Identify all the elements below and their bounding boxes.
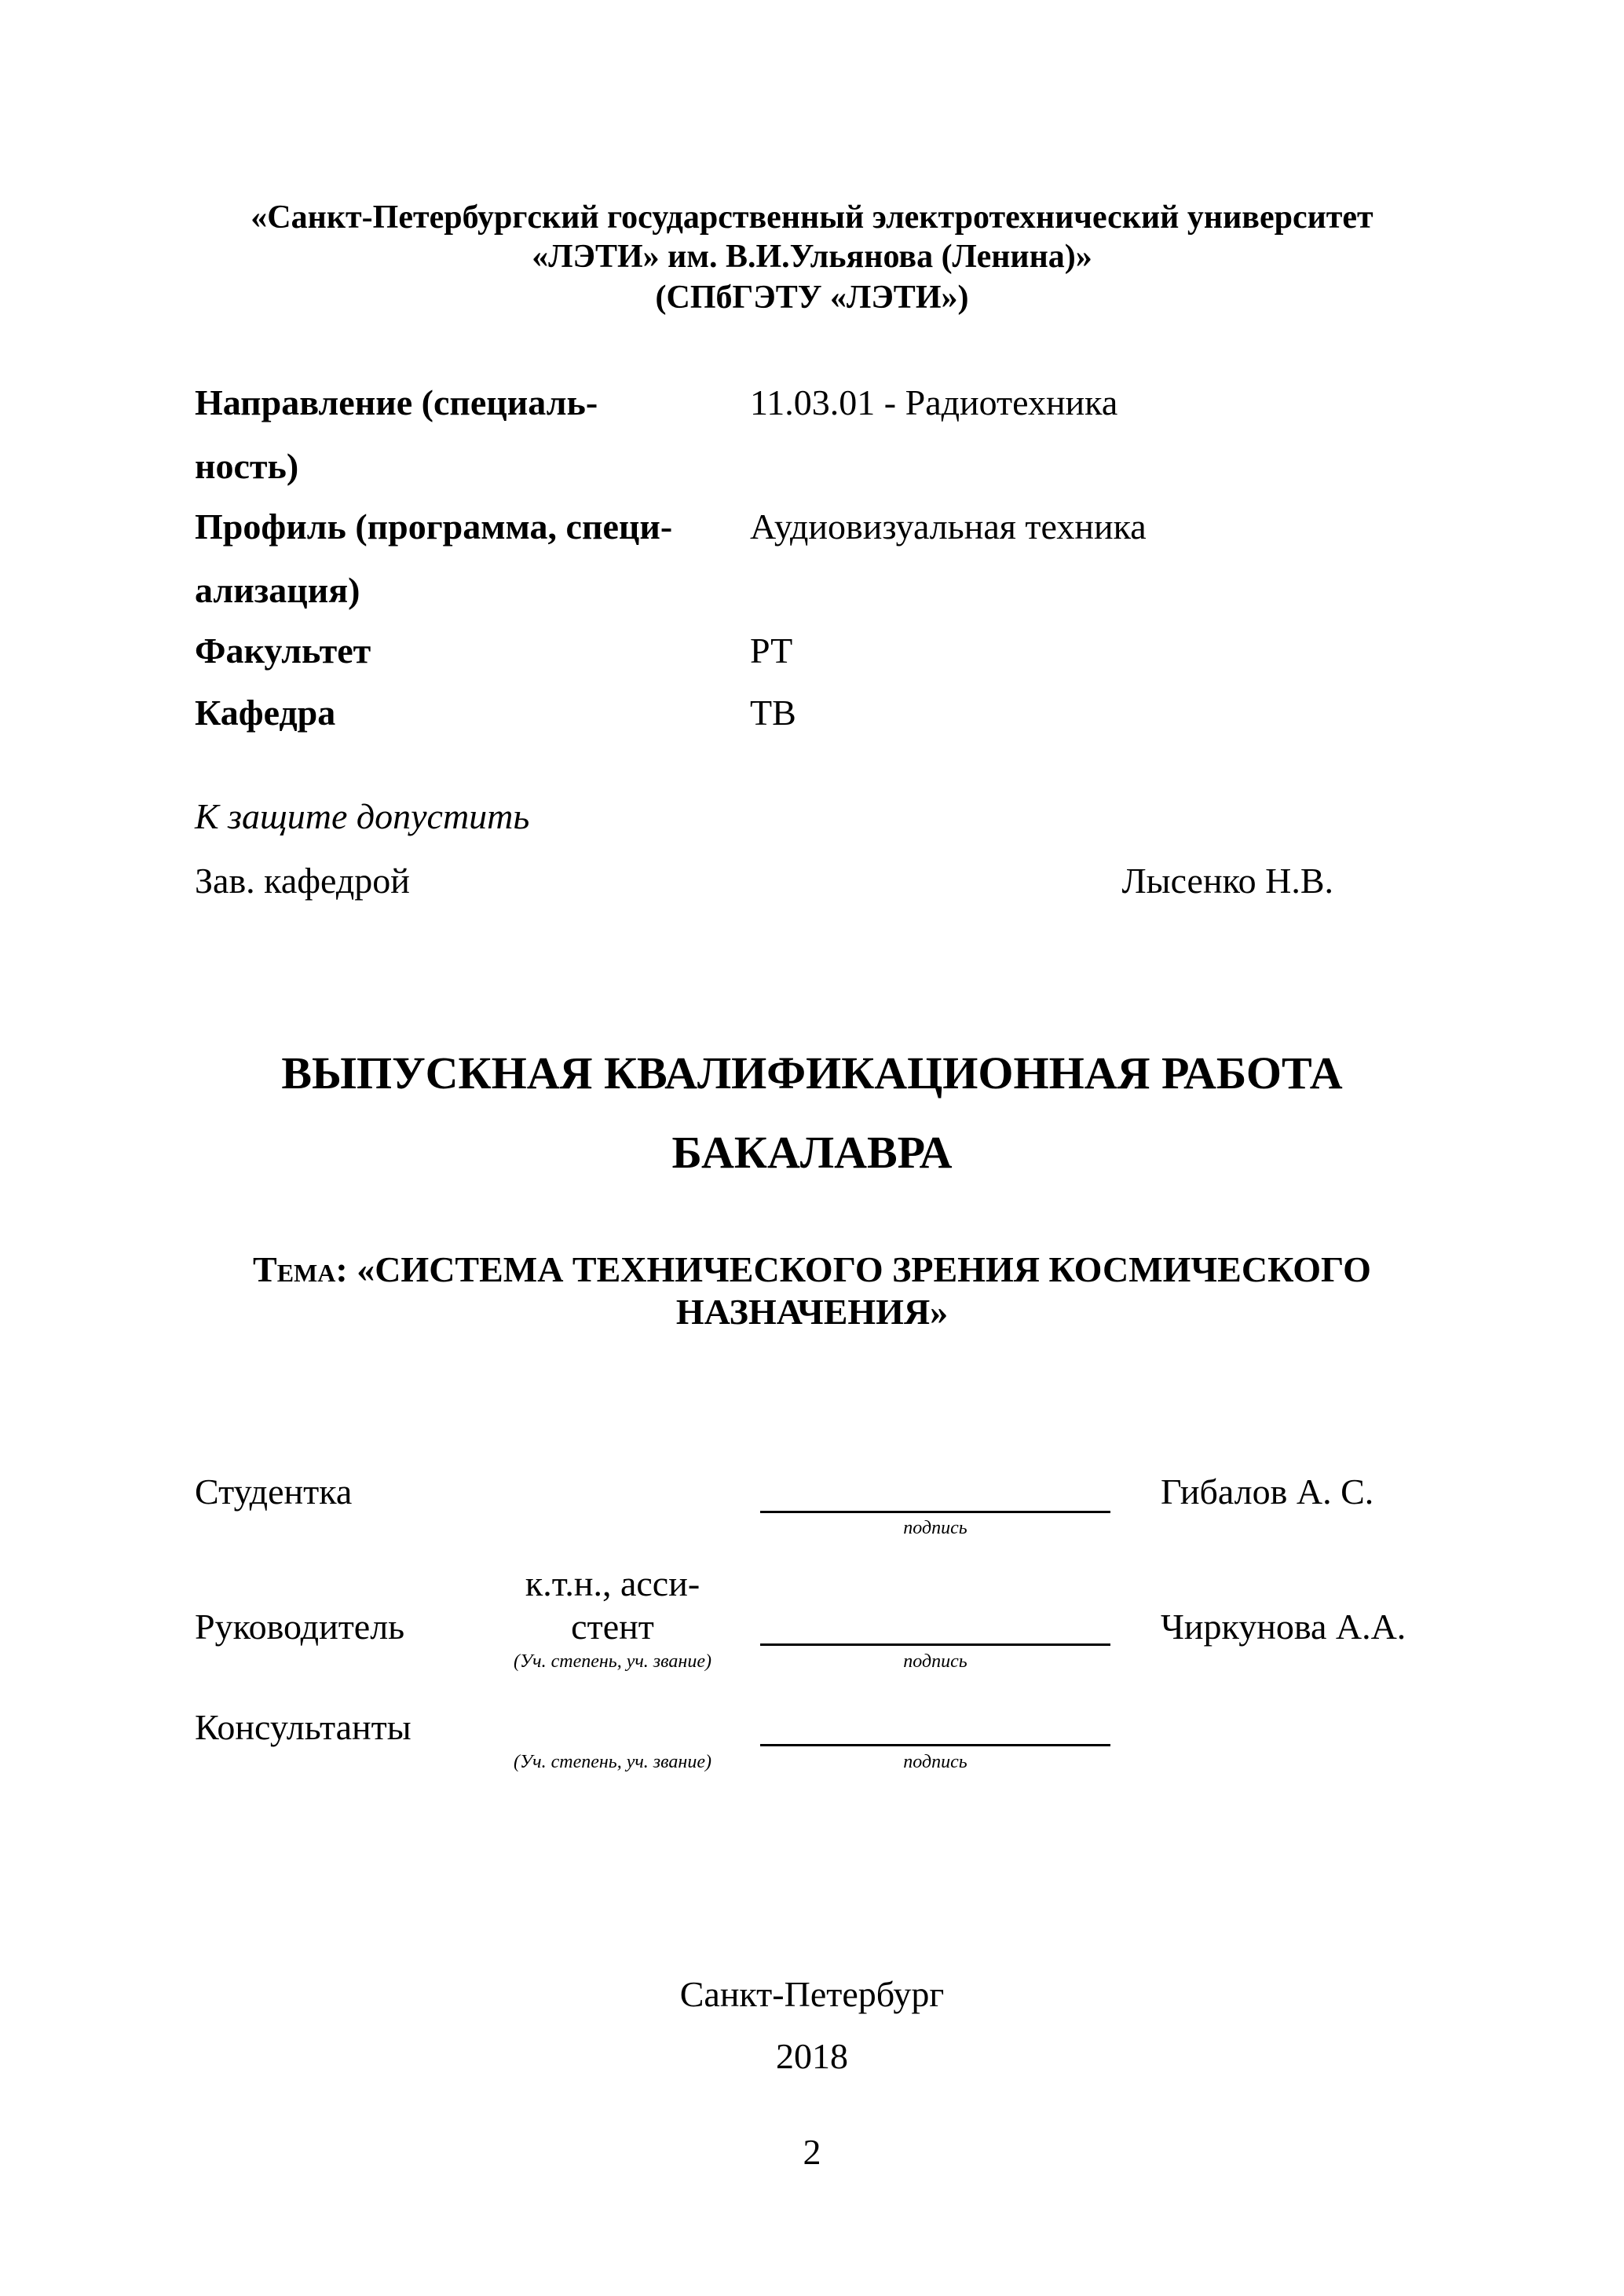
department-label: Кафедра xyxy=(195,693,336,733)
city: Санкт-Петербург xyxy=(679,1974,945,2014)
consultants-signature-caption: подпись xyxy=(903,1752,967,1772)
supervisor-degree-line1: к.т.н., асси- xyxy=(525,1563,700,1603)
profile-value: Аудиовизуальная техника xyxy=(750,506,1147,547)
supervisor-role: Руководитель xyxy=(195,1607,405,1647)
university-name-line2: «ЛЭТИ» им. В.И.Ульянова (Ленина)» xyxy=(532,239,1092,275)
head-of-department-role: Зав. кафедрой xyxy=(195,861,410,901)
consultants-role: Консультанты xyxy=(195,1707,411,1747)
year: 2018 xyxy=(776,2036,848,2076)
faculty-label: Факультет xyxy=(195,631,371,671)
title-line1: ВЫПУСКНАЯ КВАЛИФИКАЦИОННАЯ РАБОТА xyxy=(281,1047,1343,1099)
student-name: Гибалов А. С. xyxy=(1161,1472,1374,1512)
supervisor-signature-line xyxy=(760,1643,1110,1646)
head-of-department-name: Лысенко Н.В. xyxy=(1121,861,1333,901)
department-value: ТВ xyxy=(750,693,796,733)
student-role: Студентка xyxy=(195,1472,353,1512)
supervisor-degree-caption: (Уч. степень, уч. звание) xyxy=(514,1651,711,1672)
topic-line2: НАЗНАЧЕНИЯ» xyxy=(675,1292,949,1332)
profile-label: Профиль (программа, специ- xyxy=(195,506,673,547)
topic-prefix: Тема: xyxy=(253,1249,348,1289)
topic-line1: «СИСТЕМА ТЕХНИЧЕСКОГО ЗРЕНИЯ КОСМИЧЕСКОГО xyxy=(357,1249,1371,1289)
title-line2: БАКАЛАВРА xyxy=(671,1127,953,1178)
faculty-value: РТ xyxy=(750,631,793,671)
consultants-degree-caption: (Уч. степень, уч. звание) xyxy=(514,1752,711,1772)
direction-value: 11.03.01 - Радиотехника xyxy=(750,382,1118,422)
profile-label-cont: ализация) xyxy=(195,570,360,610)
student-signature-line xyxy=(760,1511,1110,1513)
admit-text: К защите допустить xyxy=(195,796,530,836)
university-abbrev: (СПбГЭТУ «ЛЭТИ») xyxy=(655,280,969,316)
direction-label: Направление (специаль- xyxy=(195,382,598,422)
supervisor-name: Чиркунова А.А. xyxy=(1161,1607,1406,1647)
direction-label-cont: ность) xyxy=(195,446,299,486)
supervisor-signature-caption: подпись xyxy=(903,1651,967,1672)
page-number: 2 xyxy=(803,2132,821,2172)
consultants-signature-line xyxy=(760,1744,1110,1746)
university-name-line1: «Санкт-Петербургский государственный электротехнический университет xyxy=(251,199,1373,236)
student-signature-caption: подпись xyxy=(903,1518,967,1538)
supervisor-degree-line2: стент xyxy=(571,1607,654,1647)
